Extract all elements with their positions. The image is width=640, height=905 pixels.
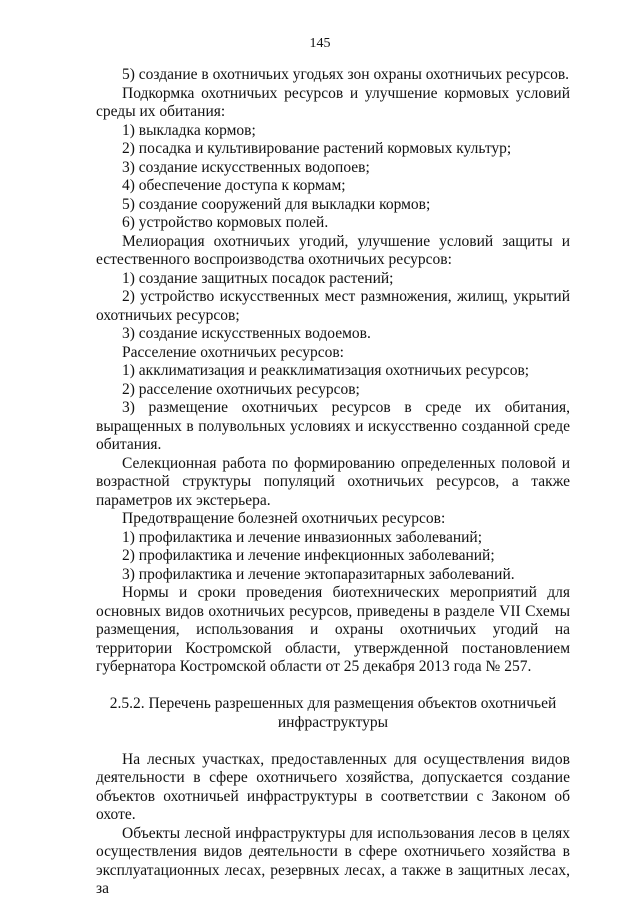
paragraph: На лесных участках, предоставленных для осуществления видов деятельности в сфере охотничьего хозяйства, допускается создание объектов охотничьей инфраструктуры в соответствии с Законом об охоте. (96, 750, 570, 823)
paragraph: Предотвращение болезней охотничьих ресурсов: (122, 510, 446, 527)
paragraph: Мелиорация охотничьих угодий, улучшение условий защиты и естественного воспроизводства охотничьих ресурсов: (96, 232, 570, 268)
list-item: 2) устройство искусственных мест размножения, жилищ, укрытий охотничьих ресурсов; (96, 288, 570, 324)
paragraph: Объекты лесной инфраструктуры для использования лесов в целях осуществления видов деятельности в сфере охотничьего хозяйства в эксплуатационных лесах, резервных лесах, а также в защитных лесах, за (96, 824, 570, 897)
paragraph: Расселение охотничьих ресурсов: (122, 343, 344, 361)
paragraph: Селекционная работа по формированию определенных половой и возрастной структуры популяций охотничьих ресурсов, а также параметров их экстерьера. (96, 454, 570, 509)
list-item: 5) создание сооружений для выкладки кормов; (122, 195, 431, 213)
paragraph: Подкормка охотничьих ресурсов и улучшение кормовых условий среды их обитания: (96, 84, 570, 120)
list-item: 1) акклиматизация и реакклиматизация охотничьих ресурсов; (122, 362, 530, 379)
list-item: 5) создание в охотничьих угодьях зон охраны охотничьих ресурсов. (122, 66, 570, 83)
page-number: 145 (309, 36, 331, 51)
list-item: 1) создание защитных посадок растений; (122, 269, 394, 287)
list-item: 2) посадка и культивирование растений кормовых культур; (122, 140, 512, 157)
list-item: 2) расселение охотничьих ресурсов; (122, 380, 360, 398)
list-item: 1) выкладка кормов; (122, 121, 256, 139)
document-body (96, 66, 570, 899)
list-item: 2) профилактика и лечение инфекционных заболеваний; (122, 547, 495, 564)
list-item: 3) создание искусственных водоемов. (122, 325, 371, 342)
list-item: 1) профилактика и лечение инвазионных заболеваний; (122, 528, 483, 546)
list-item: 6) устройство кормовых полей. (122, 214, 329, 231)
list-item: 3) создание искусственных водопоев; (122, 158, 370, 176)
list-item: 4) обеспечение доступа к кормам; (122, 177, 346, 194)
list-item: 3) профилактика и лечение эктопаразитарных заболеваний. (122, 565, 515, 583)
paragraph: Нормы и сроки проведения биотехнических мероприятий для основных видов охотничьих ресурсов, приведены в разделе VII Схемы размещения, использования и охраны охотничьих угодий на территории Костромской области, утвержденной постановлением губернатора Костромской области от 25 декабря 2013 года № 257. (96, 584, 570, 675)
list-item: 3) размещение охотничьих ресурсов в среде их обитания, выращенных в полувольных условиях и искусственно созданной среде обитания. (96, 399, 570, 453)
section-heading: 2.5.2. Перечень разрешенных для размещения объектов охотничьей инфраструктуры (109, 695, 557, 731)
